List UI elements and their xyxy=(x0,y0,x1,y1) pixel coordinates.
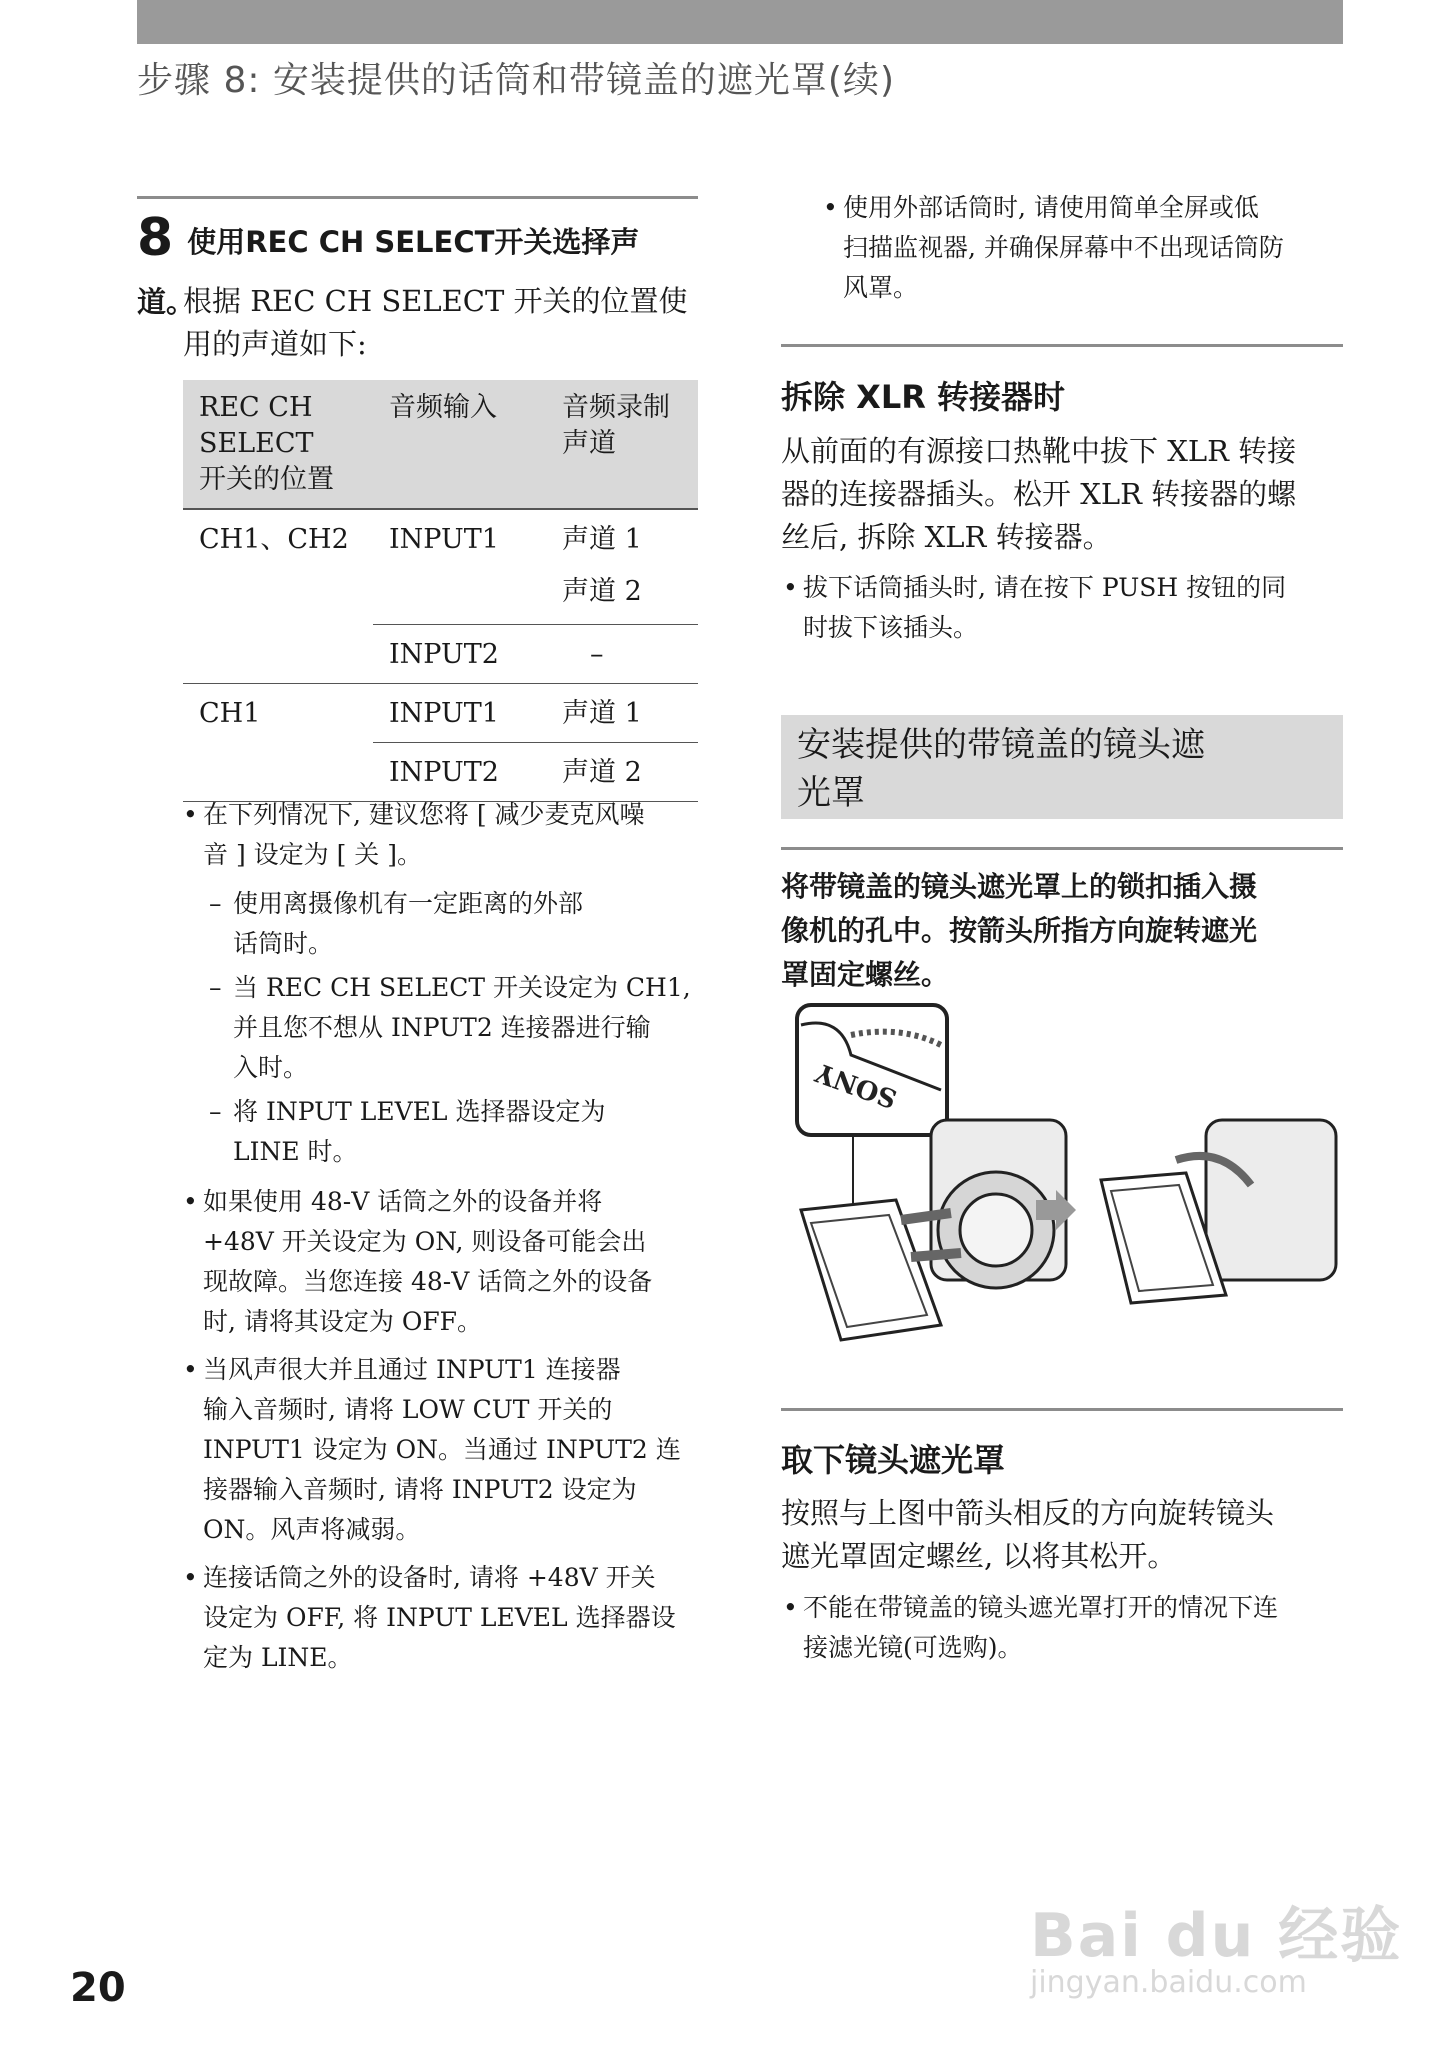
table-cell: CH1、CH2 xyxy=(183,509,373,684)
table-row xyxy=(183,509,698,625)
hood-section-title: 安装提供的带镜盖的镜头遮 光罩 xyxy=(781,715,1343,819)
hood-instruction: 将带镜盖的镜头遮光罩上的锁扣插入摄 像机的孔中。按箭头所指方向旋转遮光 罩固定螺丝。 xyxy=(781,870,1258,991)
table-cell: 声道 1 声道 2 xyxy=(546,509,698,625)
rec-ch-table xyxy=(183,380,698,802)
step-title: 使用REC CH SELECT开关选择声道。 xyxy=(137,225,640,319)
step-number: 8 xyxy=(137,208,174,268)
camera-body xyxy=(1206,1120,1336,1280)
table-header-row xyxy=(183,380,698,509)
xlr-paragraph: 从前面的有源接口热靴中拔下 XLR 转接 器的连接器插头。松开 XLR 转接器的螺 丝后, 拆除 XLR 转接器。 xyxy=(781,434,1297,554)
list-item: • 在下列情况下, 建议您将 [ 减少麦克风噪 音 ] 设定为 [ 关 ]。 xyxy=(183,800,645,869)
list-item: • 拔下话筒插头时, 请在按下 PUSH 按钮的同 时拔下该插头。 xyxy=(783,573,1287,642)
divider xyxy=(781,1408,1343,1411)
watermark-url: jingyan.baidu.com xyxy=(1030,1965,1307,2000)
brand-label: SONY xyxy=(812,1056,902,1114)
list-item: – 将 INPUT LEVEL 选择器设定为 LINE 时。 xyxy=(209,1097,606,1166)
page-number: 20 xyxy=(70,1965,126,2011)
list-item: • 不能在带镜盖的镜头遮光罩打开的情况下连 接滤光镜(可选购)。 xyxy=(783,1593,1279,1662)
list-item: – 当 REC CH SELECT 开关设定为 CH1, 并且您不想从 INPUT2 连接器进行输 入时。 xyxy=(209,973,691,1082)
divider xyxy=(781,344,1343,347)
table-cell: INPUT1 xyxy=(373,509,546,625)
lens-hood-illustration xyxy=(781,995,1381,1370)
xlr-heading: 拆除 XLR 转接器时 xyxy=(781,378,1065,416)
remove-paragraph: 按照与上图中箭头相反的方向旋转镜头 遮光罩固定螺丝, 以将其松开。 xyxy=(781,1496,1275,1573)
list-item: – 使用离摄像机有一定距离的外部 话筒时。 xyxy=(209,889,584,958)
list-item: • 使用外部话筒时, 请使用简单全屏或低 扫描监视器, 并确保屏幕中不出现话筒防 风罩。 xyxy=(823,193,1284,302)
header-bar xyxy=(137,0,1343,44)
list-item: • 当风声很大并且通过 INPUT1 连接器 输入音频时, 请将 LOW CUT 开关的 INPUT1 设定为 ON。当通过 INPUT2 连 接器输入音频时, 请将 INPUT2 设定为 ON。风声将减弱。 xyxy=(183,1355,681,1544)
intro-line: 根据 REC CH SELECT 开关的位置使 xyxy=(183,284,688,318)
intro-line: 用的声道如下: xyxy=(183,327,367,361)
remove-heading: 取下镜头遮光罩 xyxy=(781,1441,1006,1479)
table-header: 音频输入 xyxy=(373,380,546,509)
divider xyxy=(781,847,1343,850)
divider xyxy=(137,196,698,199)
table-cell: INPUT1 xyxy=(373,684,546,743)
table-cell: CH1 xyxy=(183,684,373,802)
step-intro xyxy=(183,280,698,366)
insert-arrow xyxy=(911,1253,961,1257)
page-title: 步骤 8: 安装提供的话筒和带镜盖的遮光罩(续) xyxy=(137,60,896,101)
insert-arrow xyxy=(901,1213,951,1220)
table-cell: INPUT2 xyxy=(373,743,546,802)
table-header: REC CH SELECT 开关的位置 xyxy=(183,380,373,509)
table-row xyxy=(183,684,698,743)
table-cell: 声道 1 xyxy=(546,684,698,743)
table-cell: – xyxy=(546,625,698,684)
table-header: 音频录制 声道 xyxy=(546,380,698,509)
table-cell: 声道 2 xyxy=(546,743,698,802)
watermark-logo: Bai du 经验 xyxy=(1030,1901,1403,1971)
list-item: • 连接话筒之外的设备时, 请将 +48V 开关 设定为 OFF, 将 INPUT LEVEL 选择器设 定为 LINE。 xyxy=(183,1563,676,1672)
list-item: • 如果使用 48-V 话筒之外的设备并将 +48V 开关设定为 ON, 则设备可能会出 现故障。当您连接 48-V 话筒之外的设备 时, 请将其设定为 OFF。 xyxy=(183,1187,653,1336)
table-cell: INPUT2 xyxy=(373,625,546,684)
